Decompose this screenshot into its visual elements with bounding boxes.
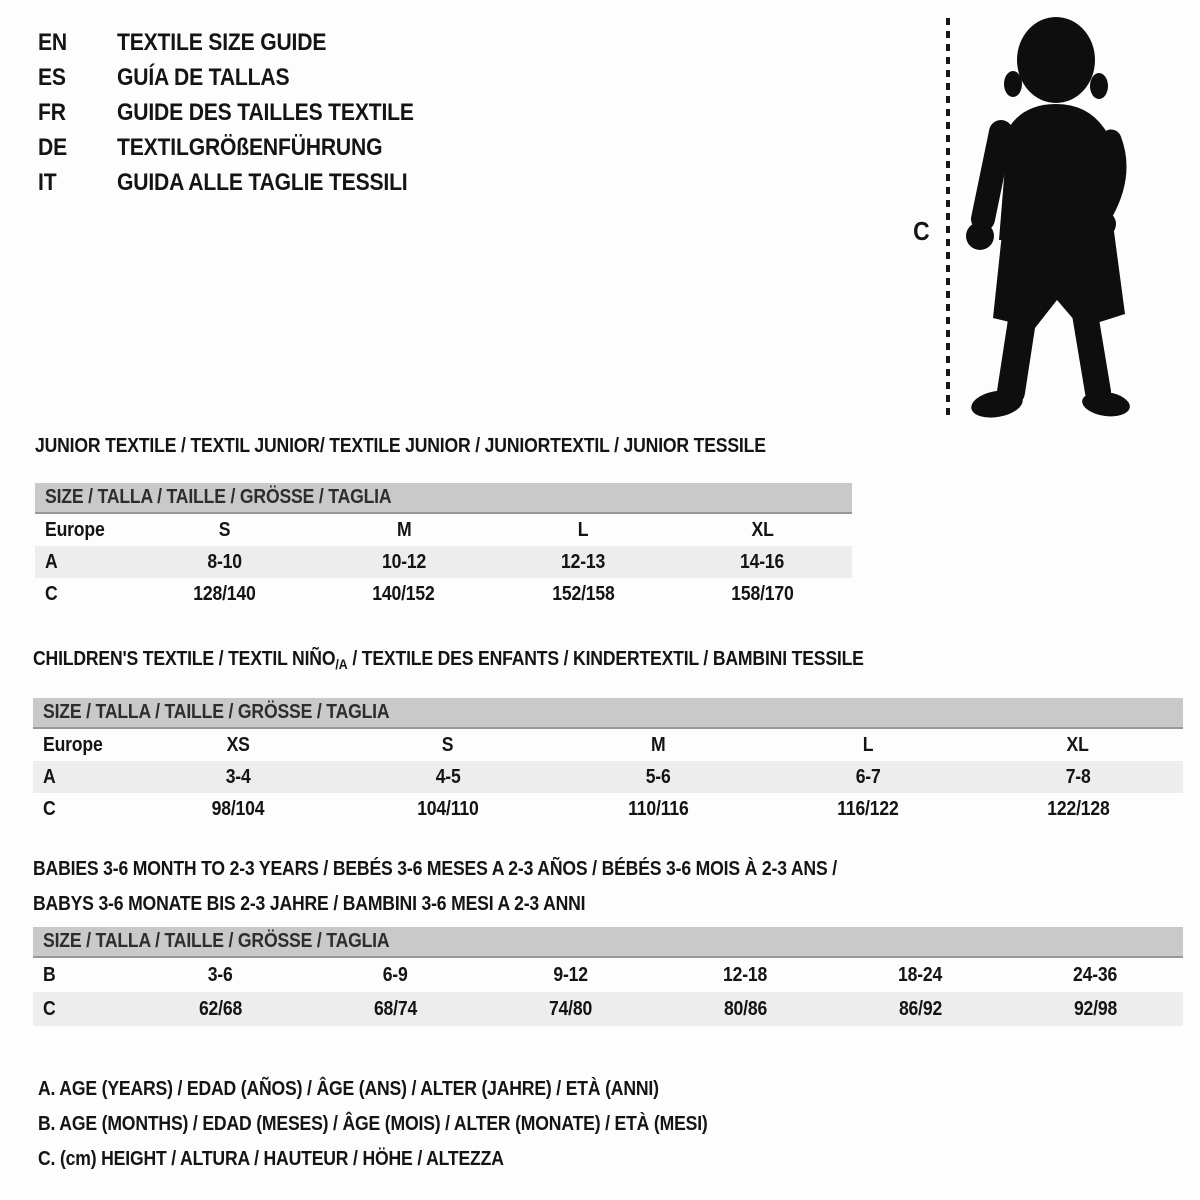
row-label-cell: B [43,963,56,986]
months-cell: 6-9 [383,963,408,986]
height-cell: 92/98 [1008,992,1183,1026]
junior-size-table [35,514,852,610]
age-cell: 6-7 [763,761,973,793]
height-cell: 62/68 [133,992,308,1026]
language-row [38,165,454,200]
junior-row-height [35,578,852,610]
height-cell: 68/74 [308,992,483,1026]
height-cell: 104/110 [417,797,479,820]
legend-line-age-years: A. AGE (YEARS) / EDAD (AÑOS) / ÂGE (ANS) / ALTER (JAHRE) / ETÀ (ANNI) [38,1078,659,1100]
size-cell: XL [751,518,774,541]
months-cell: 24-36 [1073,963,1118,986]
babies-textile-section [33,852,1183,1026]
language-code: FR [38,98,66,126]
babies-title-line1: BABIES 3-6 MONTH TO 2-3 YEARS / BEBÉS 3-6 MESES A 2-3 AÑOS / BÉBÉS 3-6 MOIS À 2-3 ANS / [33,858,837,880]
children-size-table [33,729,1183,825]
babies-size-header-bar: SIZE / TALLA / TAILLE / GRÖSSE / TAGLIA [33,927,1183,958]
height-cell: 74/80 [483,992,658,1026]
language-row [38,26,454,61]
height-dashed-line [946,18,950,416]
junior-textile-section [35,435,852,610]
height-cell: 152/158 [551,582,615,605]
age-cell: 3-4 [133,761,343,793]
nino-a-subscript: /A [335,656,348,672]
children-row-height [33,793,1183,825]
row-label-cell: C [45,582,58,605]
months-cell: 9-12 [553,963,588,986]
height-cell: 128/140 [193,582,256,605]
children-row-age [33,761,1183,793]
height-cell: 110/116 [627,797,689,820]
guide-title: TEXTILE SIZE GUIDE [117,29,327,57]
measurement-legend [38,1072,799,1177]
age-cell: 8-10 [135,546,314,578]
legend-line-age-months: B. AGE (MONTHS) / EDAD (MESES) / ÂGE (MOIS) / ALTER (MONATE) / ETÀ (MESI) [38,1113,708,1135]
junior-row-age [35,546,852,578]
size-cell: L [862,733,874,756]
junior-row-europe [35,514,852,546]
legend-line-height: C. (cm) HEIGHT / ALTURA / HAUTEUR / HÖHE / ALTEZZA [38,1148,504,1170]
height-cell: 98/104 [211,797,265,820]
language-code: DE [38,133,67,161]
children-row-europe [33,729,1183,761]
babies-title-line2: BABYS 3-6 MONATE BIS 2-3 JAHRE / BAMBINI 3-6 MESI A 2-3 ANNI [33,893,586,915]
language-code: EN [38,29,67,57]
language-row [38,130,454,165]
height-cell: 122/128 [1046,797,1110,820]
months-cell: 12-18 [723,963,768,986]
children-section-title: CHILDREN'S TEXTILE / TEXTIL $NIÑO_{/A}$ / TEXTILE DES ENFANTS / KINDERTEXTIL / BAMBINI TESSILE [33,648,864,672]
guide-title: GUIDE DES TAILLES TEXTILE [117,98,414,126]
size-cell: S [218,518,231,541]
children-size-header-bar: SIZE / TALLA / TAILLE / GRÖSSE / TAGLIA [33,698,1183,729]
region-label-cell: Europe [43,733,103,756]
babies-size-table [33,958,1183,1026]
months-cell: 3-6 [208,963,233,986]
size-cell: M [650,733,666,756]
babies-section-title [33,852,1183,922]
language-row [38,96,454,131]
row-label-cell: C [43,797,56,820]
height-cell: 158/170 [731,582,794,605]
size-cell: XS [226,733,250,756]
age-cell: 10-12 [314,546,493,578]
size-cell: XL [1066,733,1090,756]
size-cell: S [442,733,454,756]
babies-row-height [33,992,1183,1026]
toddler-silhouette-icon [963,14,1140,418]
age-cell: 14-16 [673,546,852,578]
months-cell: 18-24 [898,963,943,986]
row-label-cell: A [33,761,133,793]
height-cell: 86/92 [833,992,1008,1026]
row-label-cell: C [33,992,133,1026]
height-cell: 140/152 [372,582,436,605]
language-code: IT [38,168,57,196]
guide-title: TEXTILGRÖßENFÜHRUNG [117,133,383,161]
size-cell: L [577,518,589,541]
size-cell: M [396,518,412,541]
children-textile-section [33,648,1183,825]
height-cell: 116/122 [837,797,899,820]
language-row [38,61,454,96]
height-cell: 80/86 [658,992,833,1026]
junior-size-header-bar: SIZE / TALLA / TAILLE / GRÖSSE / TAGLIA [35,483,852,514]
guide-title: GUIDA ALLE TAGLIE TESSILI [117,168,408,196]
language-title-list [38,26,454,200]
language-code: ES [38,64,66,92]
guide-title: GUÍA DE TALLAS [117,64,290,92]
junior-section-title: JUNIOR TEXTILE / TEXTIL JUNIOR/ TEXTILE JUNIOR / JUNIORTEXTIL / JUNIOR TESSILE [35,435,766,457]
age-cell: 7-8 [973,761,1183,793]
age-cell: 5-6 [553,761,763,793]
age-cell: 12-13 [494,546,673,578]
age-cell: 4-5 [343,761,553,793]
height-measure-label: C [913,216,930,246]
region-label-cell: Europe [45,518,105,541]
row-label-cell: A [35,546,135,578]
babies-row-months [33,958,1183,992]
